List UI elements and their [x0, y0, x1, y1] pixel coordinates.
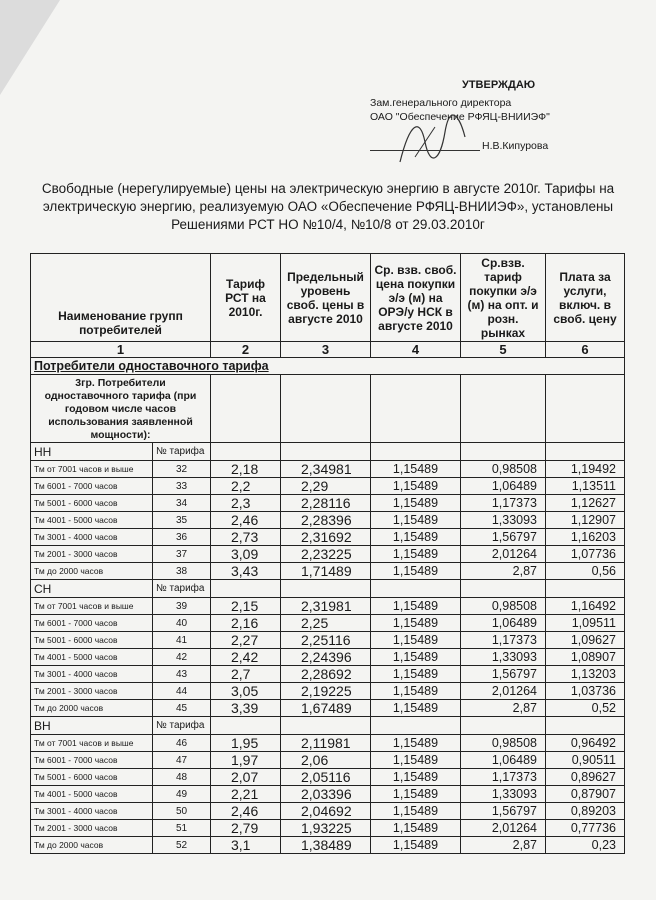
table-row [31, 735, 625, 752]
avg-price-value: 1,15489 [371, 752, 461, 769]
col-number: 1 [31, 342, 211, 358]
fee-value: 0,90511 [546, 752, 625, 769]
table-row [31, 683, 625, 700]
tariff-number: 40 [153, 615, 211, 632]
voltage-group-row [31, 717, 625, 735]
limit-value: 1,71489 [281, 563, 371, 580]
avg-tariff-value: 1,56797 [461, 529, 546, 546]
table-row [31, 563, 625, 580]
limit-value: 2,34981 [281, 461, 371, 478]
avg-tariff-value: 2,01264 [461, 683, 546, 700]
fee-value: 1,12907 [546, 512, 625, 529]
avg-price-value: 1,15489 [371, 478, 461, 495]
avg-tariff-value: 2,01264 [461, 546, 546, 563]
avg-price-value: 1,15489 [371, 461, 461, 478]
tariff-value: 2,42 [211, 649, 281, 666]
tariff-value: 1,95 [211, 735, 281, 752]
tariff-number: 50 [153, 803, 211, 820]
limit-value: 2,19225 [281, 683, 371, 700]
column-number-row [31, 342, 625, 358]
limit-value: 1,67489 [281, 700, 371, 717]
tariff-value: 2,46 [211, 803, 281, 820]
row-name: Тм до 2000 часов [31, 700, 153, 717]
avg-price-value: 1,15489 [371, 512, 461, 529]
row-name: Тм 5001 - 6000 часов [31, 632, 153, 649]
tariff-number: 37 [153, 546, 211, 563]
tariff-value: 3,43 [211, 563, 281, 580]
tariff-value: 2,18 [211, 461, 281, 478]
approval-heading: УТВЕРЖДАЮ [462, 79, 536, 91]
avg-price-value: 1,15489 [371, 769, 461, 786]
fee-value: 1,09511 [546, 615, 625, 632]
table-row [31, 478, 625, 495]
row-name: Тм от 7001 часов и выше [31, 735, 153, 752]
signature-mark [390, 112, 470, 172]
avg-tariff-value: 1,06489 [461, 615, 546, 632]
row-name: Тм 3001 - 4000 часов [31, 666, 153, 683]
row-name: Тм от 7001 часов и выше [31, 598, 153, 615]
tariff-value: 3,09 [211, 546, 281, 563]
voltage-group-row [31, 580, 625, 598]
voltage-group-name: ВН [31, 717, 153, 735]
tariff-number: 39 [153, 598, 211, 615]
header-tariff: Тариф РСТ на 2010г. [211, 254, 281, 342]
avg-tariff-value: 0,98508 [461, 598, 546, 615]
section-title: Потребители одноставочного тарифа [31, 358, 625, 375]
avg-price-value: 1,15489 [371, 563, 461, 580]
fee-value: 1,19492 [546, 461, 625, 478]
fee-value: 1,08907 [546, 649, 625, 666]
tariff-value: 2,15 [211, 598, 281, 615]
limit-value: 2,25116 [281, 632, 371, 649]
tariff-number: 33 [153, 478, 211, 495]
voltage-group-row [31, 443, 625, 461]
group-description: 3гр. Потребители одноставочного тарифа (при годовом числе часов использования заявленной мощности): [31, 375, 211, 443]
fee-value: 1,16492 [546, 598, 625, 615]
limit-value: 2,05116 [281, 769, 371, 786]
col-number: 4 [371, 342, 461, 358]
avg-tariff-value: 2,01264 [461, 820, 546, 837]
tariff-number: 32 [153, 461, 211, 478]
tariff-value: 2,3 [211, 495, 281, 512]
limit-value: 2,23225 [281, 546, 371, 563]
header-fee: Плата за услуги, включ. в своб. цену [546, 254, 625, 342]
tariff-value: 2,7 [211, 666, 281, 683]
row-name: Тм 2001 - 3000 часов [31, 683, 153, 700]
avg-price-value: 1,15489 [371, 495, 461, 512]
avg-tariff-value: 0,98508 [461, 461, 546, 478]
fee-value: 1,13511 [546, 478, 625, 495]
avg-tariff-value: 1,33093 [461, 512, 546, 529]
tariff-value: 2,16 [211, 615, 281, 632]
fee-value: 0,77736 [546, 820, 625, 837]
avg-tariff-value: 1,56797 [461, 666, 546, 683]
table-row [31, 752, 625, 769]
limit-value: 2,29 [281, 478, 371, 495]
table-row [31, 700, 625, 717]
tariff-value: 3,39 [211, 700, 281, 717]
avg-tariff-value: 0,98508 [461, 735, 546, 752]
signer-name: Н.В.Кипурова [482, 140, 549, 152]
avg-tariff-value: 1,17373 [461, 769, 546, 786]
row-name: Тм 3001 - 4000 часов [31, 529, 153, 546]
tariff-number: 49 [153, 786, 211, 803]
avg-tariff-value: 1,56797 [461, 803, 546, 820]
header-limit: Предельный уровень своб. цены в августе 2010 [281, 254, 371, 342]
tariff-value: 1,97 [211, 752, 281, 769]
tariff-value: 3,1 [211, 837, 281, 854]
tariff-value: 2,07 [211, 769, 281, 786]
limit-value: 2,11981 [281, 735, 371, 752]
tariff-number: 46 [153, 735, 211, 752]
fee-value: 1,13203 [546, 666, 625, 683]
row-name: Тм до 2000 часов [31, 837, 153, 854]
fee-value: 0,56 [546, 563, 625, 580]
row-name: Тм 2001 - 3000 часов [31, 546, 153, 563]
avg-price-value: 1,15489 [371, 649, 461, 666]
tariff-number: 34 [153, 495, 211, 512]
avg-tariff-value: 1,06489 [461, 752, 546, 769]
tariff-value: 2,21 [211, 786, 281, 803]
tariff-number: 42 [153, 649, 211, 666]
tariff-number: 36 [153, 529, 211, 546]
table-row [31, 786, 625, 803]
row-name: Тм 6001 - 7000 часов [31, 752, 153, 769]
tariff-value: 2,79 [211, 820, 281, 837]
avg-price-value: 1,15489 [371, 700, 461, 717]
avg-price-value: 1,15489 [371, 615, 461, 632]
section-row [31, 358, 625, 375]
col-number: 6 [546, 342, 625, 358]
row-name: Тм от 7001 часов и выше [31, 461, 153, 478]
table-row [31, 666, 625, 683]
table-row [31, 649, 625, 666]
col-number: 5 [461, 342, 546, 358]
avg-price-value: 1,15489 [371, 683, 461, 700]
row-name: Тм 4001 - 5000 часов [31, 512, 153, 529]
avg-price-value: 1,15489 [371, 735, 461, 752]
avg-price-value: 1,15489 [371, 632, 461, 649]
limit-value: 2,28692 [281, 666, 371, 683]
tariff-number-label: № тарифа [153, 717, 211, 735]
tariff-value: 2,73 [211, 529, 281, 546]
tariff-number: 43 [153, 666, 211, 683]
table-row [31, 529, 625, 546]
limit-value: 2,28116 [281, 495, 371, 512]
voltage-group-name: СН [31, 580, 153, 598]
row-name: Тм 5001 - 6000 часов [31, 495, 153, 512]
fee-value: 1,16203 [546, 529, 625, 546]
tariff-value: 2,27 [211, 632, 281, 649]
tariff-value: 3,05 [211, 683, 281, 700]
limit-value: 2,03396 [281, 786, 371, 803]
tariff-number: 45 [153, 700, 211, 717]
limit-value: 2,31692 [281, 529, 371, 546]
fee-value: 0,89627 [546, 769, 625, 786]
avg-tariff-value: 1,17373 [461, 632, 546, 649]
fee-value: 1,09627 [546, 632, 625, 649]
row-name: Тм 4001 - 5000 часов [31, 786, 153, 803]
avg-price-value: 1,15489 [371, 529, 461, 546]
table-row [31, 820, 625, 837]
avg-tariff-value: 2,87 [461, 563, 546, 580]
voltage-group-name: НН [31, 443, 153, 461]
avg-tariff-value: 2,87 [461, 837, 546, 854]
tariff-table [30, 253, 625, 854]
tariff-number-label: № тарифа [153, 580, 211, 598]
limit-value: 2,31981 [281, 598, 371, 615]
tariff-number: 47 [153, 752, 211, 769]
row-name: Тм 2001 - 3000 часов [31, 820, 153, 837]
row-name: Тм 6001 - 7000 часов [31, 478, 153, 495]
fee-value: 0,87907 [546, 786, 625, 803]
tariff-value: 2,2 [211, 478, 281, 495]
tariff-number: 41 [153, 632, 211, 649]
table-row [31, 461, 625, 478]
tariff-number: 35 [153, 512, 211, 529]
limit-value: 2,28396 [281, 512, 371, 529]
tariff-number: 52 [153, 837, 211, 854]
limit-value: 2,25 [281, 615, 371, 632]
approval-organization: ОАО "Обеспечение РФЯЦ-ВНИИЭФ" [370, 111, 550, 123]
limit-value: 2,04692 [281, 803, 371, 820]
fee-value: 0,23 [546, 837, 625, 854]
table-row [31, 615, 625, 632]
limit-value: 2,24396 [281, 649, 371, 666]
row-name: Тм 4001 - 5000 часов [31, 649, 153, 666]
table-row [31, 495, 625, 512]
fee-value: 1,12627 [546, 495, 625, 512]
tariff-number: 38 [153, 563, 211, 580]
avg-tariff-value: 2,87 [461, 700, 546, 717]
avg-tariff-value: 1,17373 [461, 495, 546, 512]
avg-tariff-value: 1,06489 [461, 478, 546, 495]
avg-price-value: 1,15489 [371, 786, 461, 803]
limit-value: 1,38489 [281, 837, 371, 854]
row-name: Тм 3001 - 4000 часов [31, 803, 153, 820]
avg-price-value: 1,15489 [371, 666, 461, 683]
signature-line [370, 150, 480, 151]
tariff-value: 2,46 [211, 512, 281, 529]
col-number: 2 [211, 342, 281, 358]
row-name: Тм 5001 - 6000 часов [31, 769, 153, 786]
header-avg-price: Ср. взв. своб. цена покупки э/э (м) на ОРЭ/у НСК в августе 2010 [371, 254, 461, 342]
document-title: Свободные (нерегулируемые) цены на электрическую энергию в августе 2010г. Тарифы на электрическую энергию, реализуемую ОАО «Обеспечение РФЯЦ-ВНИИЭФ», установлены Решениями РСТ НО №10/4, №10/8 от 29.03.2010г [41, 181, 615, 232]
table-row [31, 632, 625, 649]
avg-price-value: 1,15489 [371, 803, 461, 820]
limit-value: 2,06 [281, 752, 371, 769]
avg-price-value: 1,15489 [371, 546, 461, 563]
table-row [31, 598, 625, 615]
tariff-number: 44 [153, 683, 211, 700]
row-name: Тм 6001 - 7000 часов [31, 615, 153, 632]
limit-value: 1,93225 [281, 820, 371, 837]
table-row [31, 769, 625, 786]
fee-value: 1,03736 [546, 683, 625, 700]
avg-tariff-value: 1,33093 [461, 649, 546, 666]
group-description-row [31, 375, 625, 443]
row-name: Тм до 2000 часов [31, 563, 153, 580]
table-row [31, 803, 625, 820]
tariff-number-label: № тарифа [153, 443, 211, 461]
tariff-number: 51 [153, 820, 211, 837]
approval-position: Зам.генерального директора [370, 97, 512, 109]
avg-price-value: 1,15489 [371, 837, 461, 854]
avg-tariff-value: 1,33093 [461, 786, 546, 803]
avg-price-value: 1,15489 [371, 598, 461, 615]
header-avg-tariff: Ср.взв. тариф покупки э/э (м) на опт. и розн. рынках [461, 254, 546, 342]
table-row [31, 512, 625, 529]
fee-value: 0,89203 [546, 803, 625, 820]
fee-value: 0,96492 [546, 735, 625, 752]
page-fold-corner [0, 0, 60, 95]
fee-value: 0,52 [546, 700, 625, 717]
tariff-number: 48 [153, 769, 211, 786]
fee-value: 1,07736 [546, 546, 625, 563]
table-row [31, 837, 625, 854]
header-name: Наименование групп потребителей [31, 254, 211, 342]
avg-price-value: 1,15489 [371, 820, 461, 837]
col-number: 3 [281, 342, 371, 358]
table-row [31, 546, 625, 563]
